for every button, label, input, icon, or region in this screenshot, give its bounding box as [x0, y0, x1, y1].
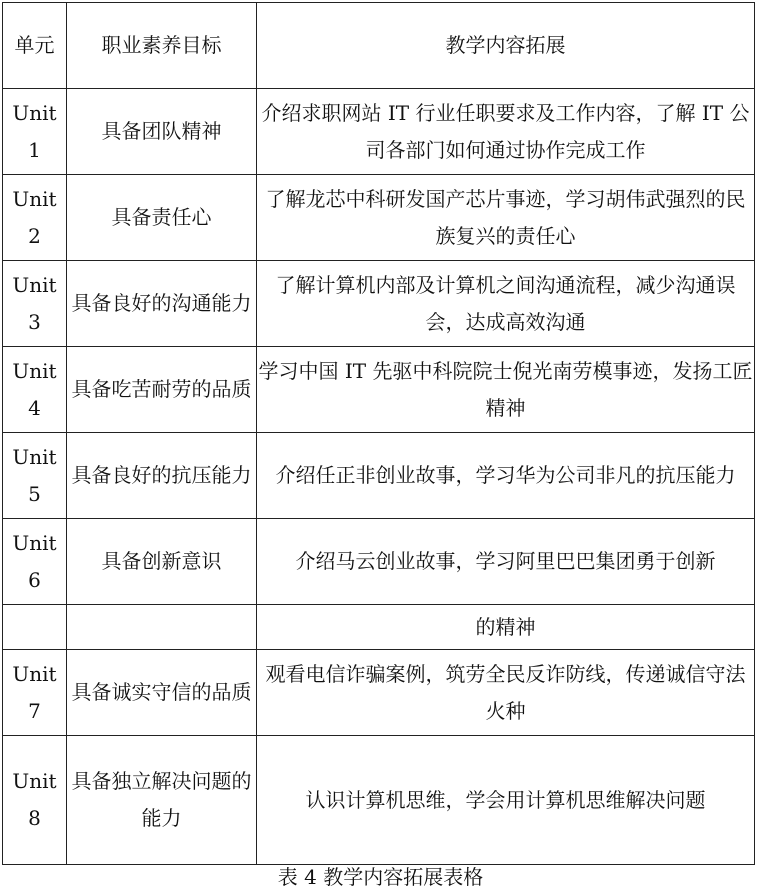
content-cell: 了解龙芯中科研发国产芯片事迹，学习胡伟武强烈的民族复兴的责任心 — [257, 175, 755, 261]
goal-cell: 具备良好的抗压能力 — [67, 433, 257, 519]
unit-cell: Unit 5 — [3, 433, 67, 519]
table-row — [3, 433, 755, 519]
goal-cell: 具备良好的沟通能力 — [67, 261, 257, 347]
table-row — [3, 650, 755, 736]
table-row — [3, 347, 755, 433]
header-goal: 职业素养目标 — [67, 3, 257, 89]
content-cell: 了解计算机内部及计算机之间沟通流程，减少沟通误会，达成高效沟通 — [257, 261, 755, 347]
unit-cell: Unit 3 — [3, 261, 67, 347]
content-cell: 认识计算机思维，学会用计算机思维解决问题 — [257, 736, 755, 865]
table-row — [3, 261, 755, 347]
unit-cell: Unit 8 — [3, 736, 67, 865]
header-content: 教学内容拓展 — [257, 3, 755, 89]
table-row — [3, 89, 755, 175]
content-cell: 学习中国 IT 先驱中科院院士倪光南劳模事迹，发扬工匠精神 — [257, 347, 755, 433]
unit-cell: Unit 6 — [3, 519, 67, 605]
table-row — [3, 175, 755, 261]
content-cell: 介绍任正非创业故事，学习华为公司非凡的抗压能力 — [257, 433, 755, 519]
table-row — [3, 519, 755, 605]
goal-cell: 具备责任心 — [67, 175, 257, 261]
content-expansion-table — [2, 2, 755, 865]
header-unit: 单元 — [3, 3, 67, 89]
goal-cell: 具备创新意识 — [67, 519, 257, 605]
goal-cell: 具备团队精神 — [67, 89, 257, 175]
unit-cell: Unit 4 — [3, 347, 67, 433]
goal-cell: 具备吃苦耐劳的品质 — [67, 347, 257, 433]
unit-cell: Unit 2 — [3, 175, 67, 261]
goal-cell — [67, 605, 257, 650]
goal-cell: 具备诚实守信的品质 — [67, 650, 257, 736]
content-cell: 的精神 — [257, 605, 755, 650]
goal-cell: 具备独立解决问题的能力 — [67, 736, 257, 865]
table-row — [3, 605, 755, 650]
content-cell: 观看电信诈骗案例，筑劳全民反诈防线，传递诚信守法火种 — [257, 650, 755, 736]
table-caption: 表 4 教学内容拓展表格 — [277, 865, 484, 889]
unit-cell — [3, 605, 67, 650]
content-cell: 介绍马云创业故事，学习阿里巴巴集团勇于创新 — [257, 519, 755, 605]
table-row — [3, 736, 755, 865]
unit-cell: Unit 7 — [3, 650, 67, 736]
content-cell: 介绍求职网站 IT 行业任职要求及工作内容，了解 IT 公司各部门如何通过协作完成工作 — [257, 89, 755, 175]
unit-cell: Unit 1 — [3, 89, 67, 175]
header-row — [3, 3, 755, 89]
